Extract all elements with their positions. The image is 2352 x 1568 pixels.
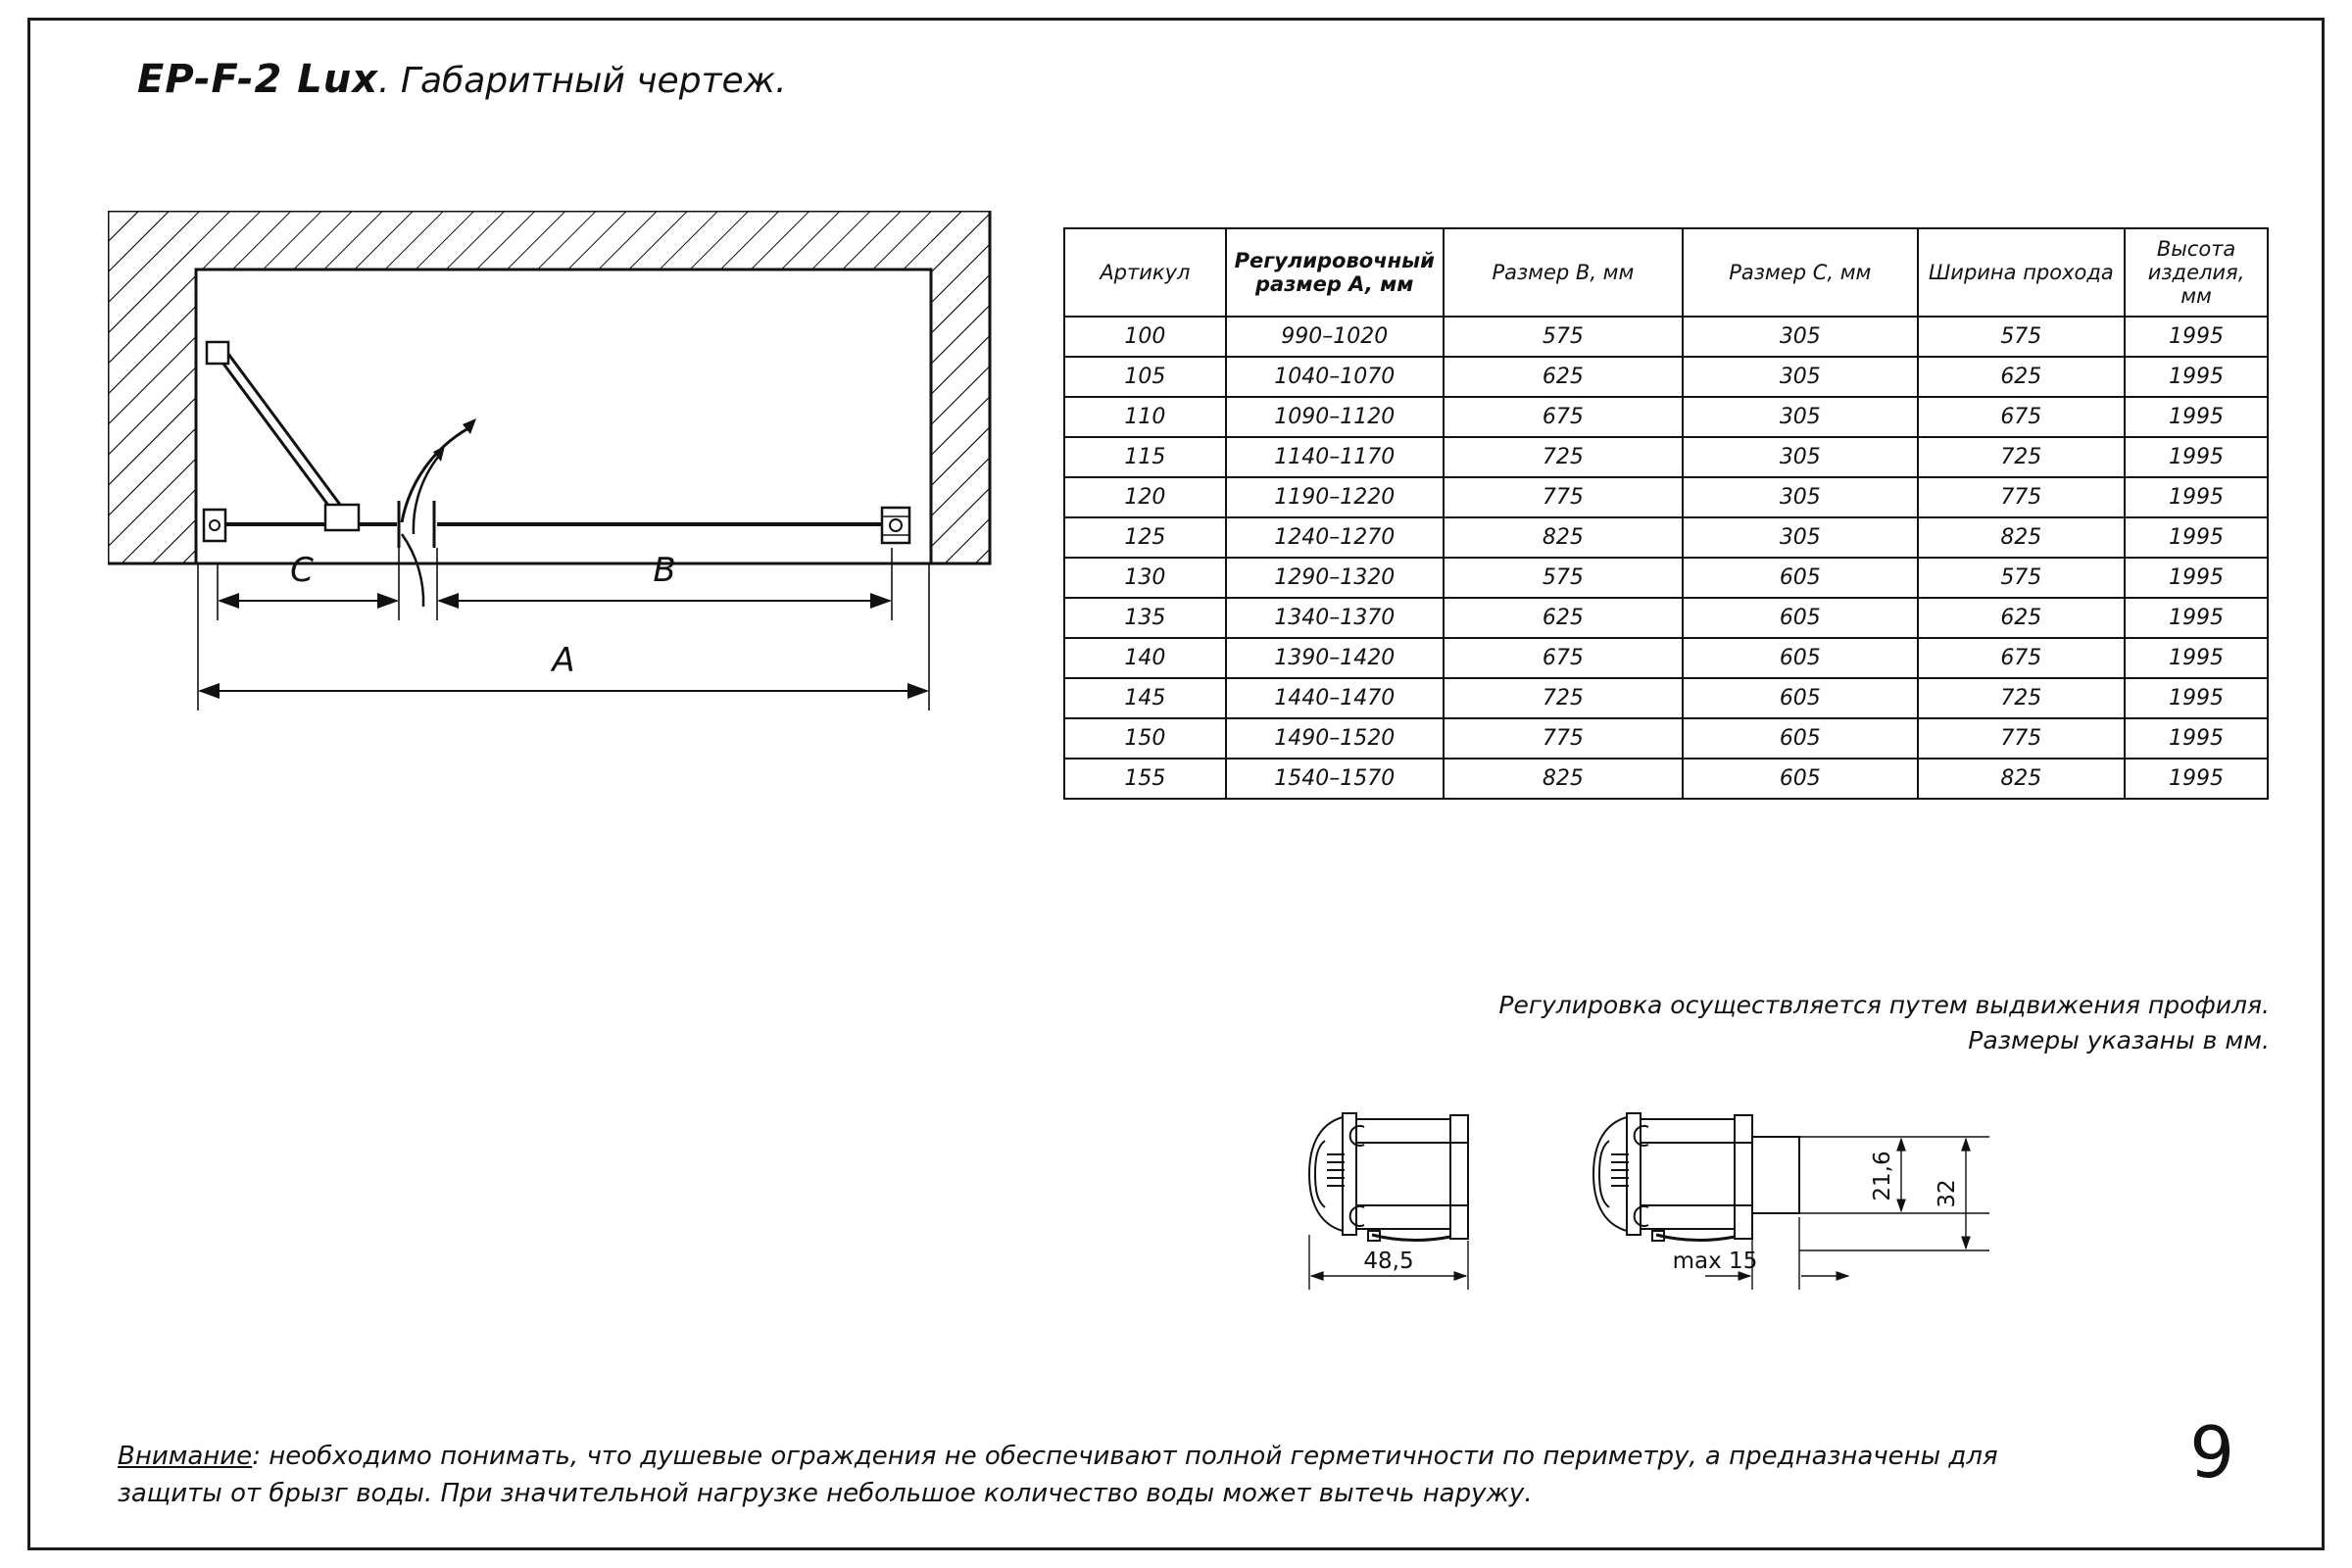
cell-article: 105 <box>1064 357 1226 397</box>
cell-height: 1995 <box>2125 477 2268 517</box>
cell-height: 1995 <box>2125 678 2268 718</box>
table-row <box>1064 517 2268 558</box>
cell-size-b: 825 <box>1444 759 1683 799</box>
cell-size-c: 305 <box>1683 357 1917 397</box>
cell-size-c: 605 <box>1683 759 1917 799</box>
cell-size-b: 725 <box>1444 678 1683 718</box>
cell-size-b: 775 <box>1444 477 1683 517</box>
cell-adjust-a: 1440–1470 <box>1226 678 1444 718</box>
cell-passage: 675 <box>1918 638 2126 678</box>
cell-size-c: 605 <box>1683 678 1917 718</box>
cell-height: 1995 <box>2125 517 2268 558</box>
table-row <box>1064 477 2268 517</box>
cell-height: 1995 <box>2125 718 2268 759</box>
cell-size-b: 725 <box>1444 437 1683 477</box>
dim-inner-height: 21,6 <box>1870 1151 1895 1201</box>
product-code: EP-F-2 Lux <box>137 57 378 102</box>
cell-passage: 675 <box>1918 397 2126 437</box>
cell-adjust-a: 1290–1320 <box>1226 558 1444 598</box>
cell-passage: 775 <box>1918 477 2126 517</box>
warning-text: : необходимо понимать, что душевые ограждения не обеспечивают полной герметичности по периметру, а предназначены для защиты от брызг воды. При значительной нагрузке небольшое количество воды может вытечь наружу. <box>118 1442 1998 1508</box>
th-passage-width: Ширина прохода <box>1918 228 2126 317</box>
cell-article: 125 <box>1064 517 1226 558</box>
table-row <box>1064 759 2268 799</box>
cell-passage: 575 <box>1918 317 2126 357</box>
adjustment-note-line1: Регулировка осуществляется путем выдвижения профиля. <box>1498 991 2270 1019</box>
cell-adjust-a: 1040–1070 <box>1226 357 1444 397</box>
cell-adjust-a: 1490–1520 <box>1226 718 1444 759</box>
cell-article: 155 <box>1064 759 1226 799</box>
cell-size-c: 605 <box>1683 598 1917 638</box>
cell-article: 100 <box>1064 317 1226 357</box>
svg-text:A: A <box>552 641 575 680</box>
warning-note <box>118 1439 2087 1512</box>
title-subtitle: . Габаритный чертеж. <box>378 61 787 101</box>
dim-max-gap: max 15 <box>1672 1249 1758 1274</box>
dim-width-left: 48,5 <box>1363 1249 1414 1274</box>
cell-adjust-a: 1540–1570 <box>1226 759 1444 799</box>
cell-article: 150 <box>1064 718 1226 759</box>
cell-size-b: 675 <box>1444 638 1683 678</box>
cell-passage: 725 <box>1918 678 2126 718</box>
table-header-row <box>1064 228 2268 317</box>
cell-passage: 825 <box>1918 517 2126 558</box>
svg-text:B: B <box>653 551 676 590</box>
table-row <box>1064 598 2268 638</box>
adjustment-note-line2: Размеры указаны в мм. <box>1968 1026 2270 1055</box>
cell-article: 135 <box>1064 598 1226 638</box>
cell-article: 110 <box>1064 397 1226 437</box>
cell-height: 1995 <box>2125 638 2268 678</box>
cell-size-b: 625 <box>1444 598 1683 638</box>
cell-size-b: 575 <box>1444 317 1683 357</box>
cell-passage: 575 <box>1918 558 2126 598</box>
adjustment-note <box>1054 988 2270 1059</box>
cell-article: 120 <box>1064 477 1226 517</box>
enclosure-plan-drawing <box>108 211 1029 936</box>
table-row <box>1064 638 2268 678</box>
cell-article: 145 <box>1064 678 1226 718</box>
size-table <box>1063 227 2269 800</box>
cell-article: 130 <box>1064 558 1226 598</box>
cell-size-b: 675 <box>1444 397 1683 437</box>
cell-height: 1995 <box>2125 558 2268 598</box>
cell-size-b: 625 <box>1444 357 1683 397</box>
table-row <box>1064 718 2268 759</box>
th-size-b: Размер B, мм <box>1444 228 1683 317</box>
cell-size-c: 605 <box>1683 718 1917 759</box>
cell-adjust-a: 990–1020 <box>1226 317 1444 357</box>
cell-passage: 625 <box>1918 357 2126 397</box>
th-height: Высота изделия, мм <box>2125 228 2268 317</box>
table-row <box>1064 397 2268 437</box>
specification-table <box>1063 227 2269 800</box>
th-adjust-a: Регулировочный размер A, мм <box>1226 228 1444 317</box>
cell-adjust-a: 1140–1170 <box>1226 437 1444 477</box>
cell-size-b: 775 <box>1444 718 1683 759</box>
cell-passage: 775 <box>1918 718 2126 759</box>
cell-size-c: 605 <box>1683 558 1917 598</box>
cell-passage: 725 <box>1918 437 2126 477</box>
cell-size-b: 825 <box>1444 517 1683 558</box>
page-title <box>137 57 787 102</box>
th-article: Артикул <box>1064 228 1226 317</box>
cell-adjust-a: 1390–1420 <box>1226 638 1444 678</box>
cell-height: 1995 <box>2125 397 2268 437</box>
cell-passage: 625 <box>1918 598 2126 638</box>
cell-adjust-a: 1240–1270 <box>1226 517 1444 558</box>
table-row <box>1064 317 2268 357</box>
cell-height: 1995 <box>2125 598 2268 638</box>
cell-height: 1995 <box>2125 759 2268 799</box>
cell-height: 1995 <box>2125 317 2268 357</box>
cell-size-c: 305 <box>1683 517 1917 558</box>
table-row <box>1064 437 2268 477</box>
cell-size-c: 605 <box>1683 638 1917 678</box>
dim-outer-height: 32 <box>1935 1179 1960 1208</box>
cell-passage: 825 <box>1918 759 2126 799</box>
table-row <box>1064 558 2268 598</box>
cell-adjust-a: 1340–1370 <box>1226 598 1444 638</box>
svg-text:C: C <box>290 551 314 590</box>
cell-size-c: 305 <box>1683 317 1917 357</box>
cell-height: 1995 <box>2125 437 2268 477</box>
warning-prefix: Внимание <box>118 1442 253 1471</box>
cell-size-c: 305 <box>1683 477 1917 517</box>
cell-article: 115 <box>1064 437 1226 477</box>
cell-size-c: 305 <box>1683 437 1917 477</box>
cell-size-c: 305 <box>1683 397 1917 437</box>
table-row <box>1064 357 2268 397</box>
cell-size-b: 575 <box>1444 558 1683 598</box>
cell-article: 140 <box>1064 638 1226 678</box>
th-size-c: Размер C, мм <box>1683 228 1917 317</box>
cell-adjust-a: 1190–1220 <box>1226 477 1444 517</box>
table-row <box>1064 678 2268 718</box>
cell-adjust-a: 1090–1120 <box>1226 397 1444 437</box>
profile-sections-drawing <box>1303 1098 2185 1392</box>
page-number: 9 <box>2189 1411 2234 1494</box>
cell-height: 1995 <box>2125 357 2268 397</box>
